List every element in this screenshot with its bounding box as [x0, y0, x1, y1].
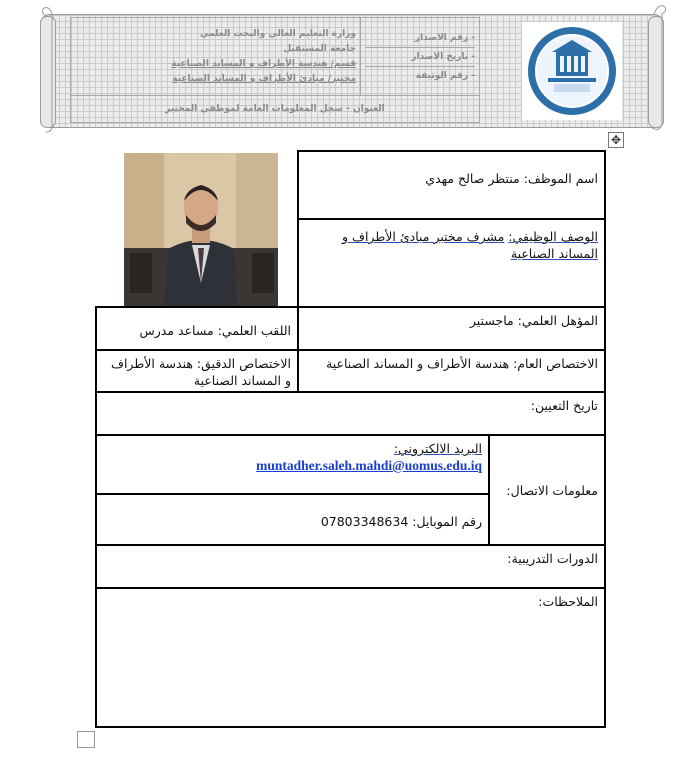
- job-description-cell: [297, 218, 606, 308]
- email-cell: [95, 434, 490, 495]
- issue-number-label: رقم الاصدار -: [365, 29, 475, 48]
- department-name: قسم/ هندسة الأطراف و المساند الصناعية: [171, 58, 356, 69]
- scroll-left-curl-icon: [36, 6, 68, 136]
- employee-portrait-icon: [124, 153, 278, 310]
- header-document-title: العنوان - سجل المعلومات العامة لموظفي المختبر: [71, 96, 480, 123]
- email-label: البريد الالكتروني:: [393, 441, 482, 456]
- ministry-name: وزارة التعليم العالي والبحث العلمي: [199, 28, 356, 39]
- appointment-date: تاريخ التعيين:: [530, 398, 598, 413]
- email-link[interactable]: muntadher.saleh.mahdi@uomus.edu.iq: [256, 458, 482, 473]
- header-institution-block: [71, 18, 361, 96]
- training-courses-cell: [95, 544, 606, 589]
- checkbox-icon[interactable]: [77, 731, 95, 748]
- general-specialization-cell: [297, 349, 606, 393]
- notes: الملاحظات:: [538, 594, 598, 609]
- contact-info-label-cell: [488, 434, 606, 546]
- document-number-label: رقم الوثيقة -: [415, 70, 475, 81]
- job-description-value: مشرف مختبر مبادئ الأطراف و المساند الصناعية: [341, 229, 598, 261]
- university-seal-icon: [522, 22, 622, 120]
- qualification: المؤهل العلمي: ماجستير: [469, 313, 598, 328]
- mobile-cell: [95, 493, 490, 546]
- academic-title: اللقب العلمي: مساعد مدرس: [139, 323, 291, 338]
- header-info-table: [70, 17, 480, 123]
- issue-date-label: تاريخ الاصدار -: [365, 48, 475, 67]
- precise-specialization: الاختصاص الدقيق: هندسة الأطراف و المساند الصناعية: [111, 356, 291, 388]
- university-logo: [522, 22, 622, 120]
- employee-name-cell: [297, 150, 606, 220]
- appointment-date-cell: [95, 391, 606, 436]
- job-description-label: الوصف الوظيفي:: [508, 229, 598, 244]
- table-move-handle[interactable]: [608, 132, 624, 148]
- scroll-right-curl-icon: [640, 0, 670, 136]
- academic-title-cell: [95, 306, 299, 351]
- precise-specialization-cell: [95, 349, 299, 393]
- notes-cell: [95, 587, 606, 728]
- lab-name: مختبر/ مبادئ الأطراف و المساند الصناعية: [172, 73, 356, 84]
- mobile-number: رقم الموبايل: 07803348634: [320, 514, 482, 529]
- employee-photo: [124, 153, 278, 310]
- training-courses: الدورات التدريبية:: [507, 551, 598, 566]
- header-issue-block: [361, 18, 480, 96]
- contact-info-label: معلومات الاتصال:: [506, 483, 598, 498]
- university-name: جامعة المستقبل: [283, 43, 356, 54]
- qualification-cell: [297, 306, 606, 351]
- general-specialization: الاختصاص العام: هندسة الأطراف و المساند الصناعية: [326, 356, 598, 371]
- move-icon: ✥: [610, 133, 622, 147]
- employee-name: اسم الموظف: منتظر صالح مهدي: [425, 171, 598, 186]
